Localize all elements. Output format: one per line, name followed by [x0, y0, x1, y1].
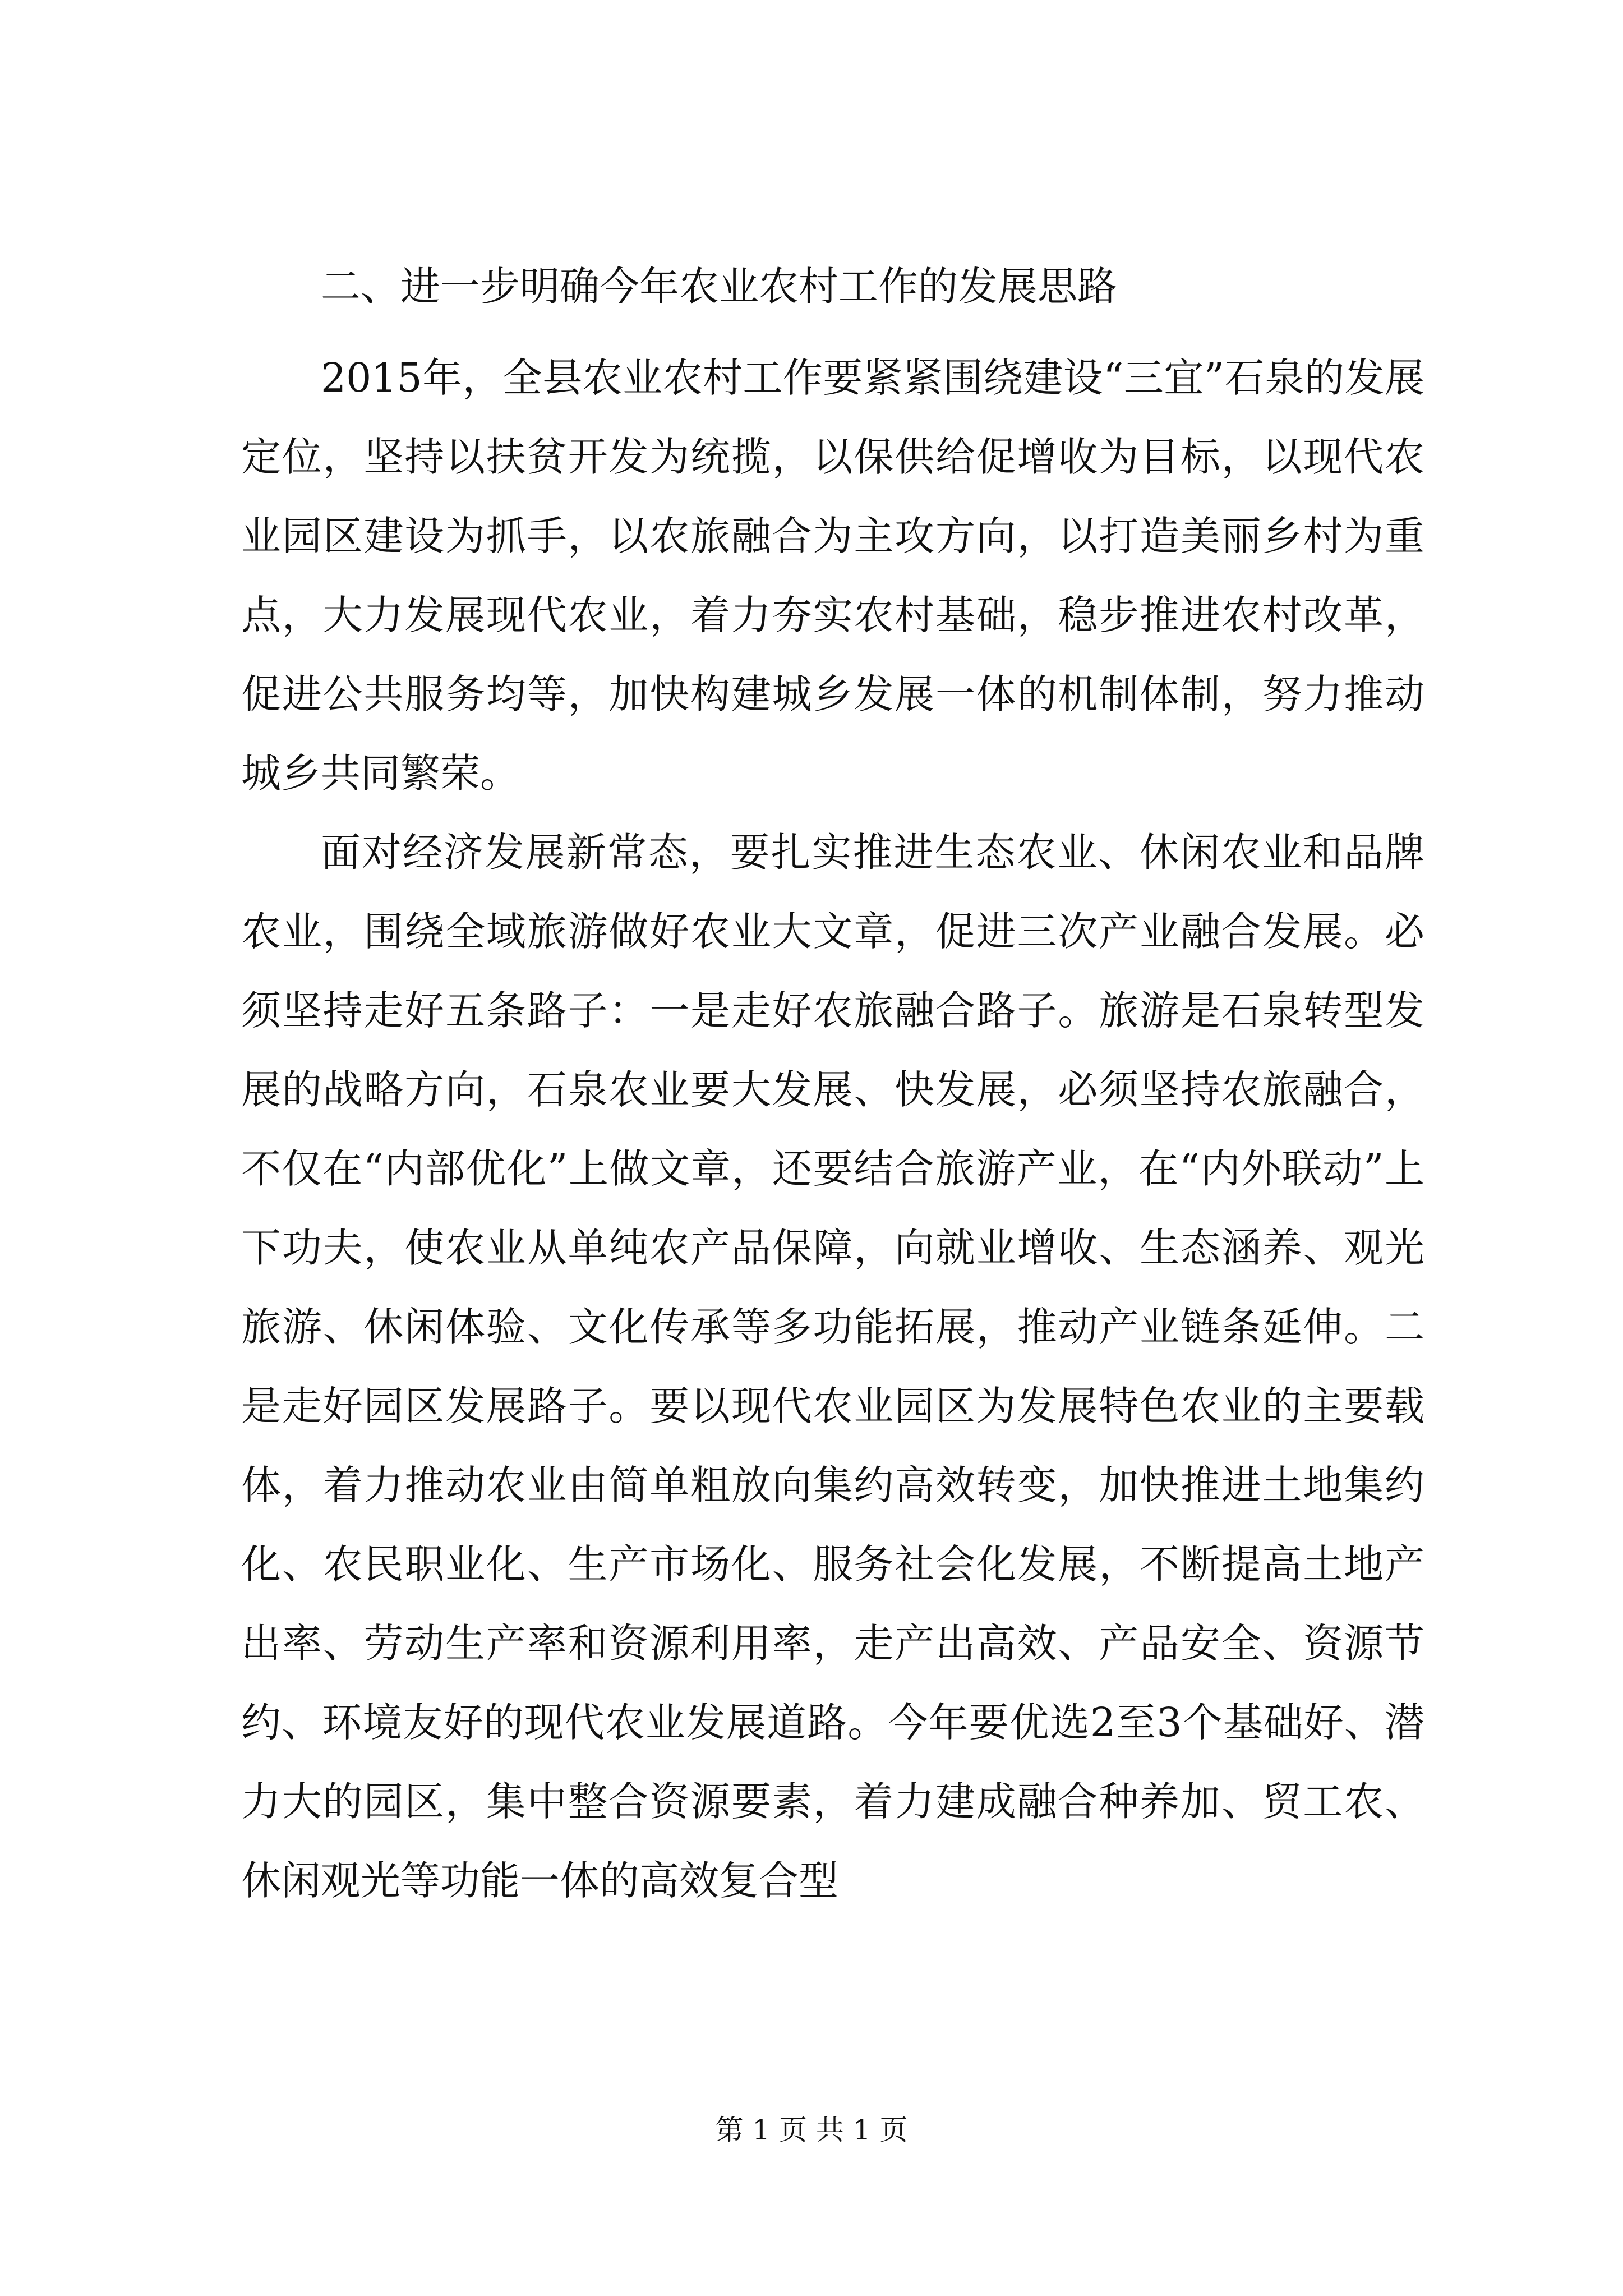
paragraph-five-paths: 面对经济发展新常态，要扎实推进生态农业、休闲农业和品牌农业，围绕全域旅游做好农业大文章，促进三次产业融合发展。必须坚持走好五条路子：一是走好农旅融合路子。旅游是石泉转型发展的战略方向，石泉农业要大发展、快发展，必须坚持农旅融合，不仅在“内部优化”上做文章，还要结合旅游产业，在“内外联动”上下功夫，使农业从单纯农产品保障，向就业增收、生态涵养、观光旅游、休闲体验、文化传承等多功能拓展，推动产业链条延伸。二是走好园区发展路子。要以现代农业园区为发展特色农业的主要载体，着力推动农业由简单粗放向集约高效转变，加快推进土地集约化、农民职业化、生产市场化、服务社会化发展，不断提高土地产出率、劳动生产率和资源利用率，走产出高效、产品安全、资源节约、环境友好的现代农业发展道路。今年要优选2至3个基础好、潜力大的园区，集中整合资源要素，着力建成融合种养加、贸工农、休闲观光等功能一体的高效复合型: [241, 829, 1424, 1904]
page-footer: 第 1 页 共 1 页: [715, 2114, 908, 2146]
document-body: [241, 255, 1424, 1920]
section-heading: 二、进一步明确今年农业农村工作的发展思路: [321, 263, 1118, 310]
paragraph-development-positioning: 2015年，全县农业农村工作要紧紧围绕建设“三宜”石泉的发展定位，坚持以扶贫开发为统揽，以保供给促增收为目标，以现代农业园区建设为抓手，以农旅融合为主攻方向，以打造美丽乡村为重点，大力发展现代农业，着力夯实农村基础，稳步推进农村改革，促进公共服务均等，加快构建城乡发展一体的机制体制，努力推动城乡共同繁荣。: [241, 355, 1424, 797]
